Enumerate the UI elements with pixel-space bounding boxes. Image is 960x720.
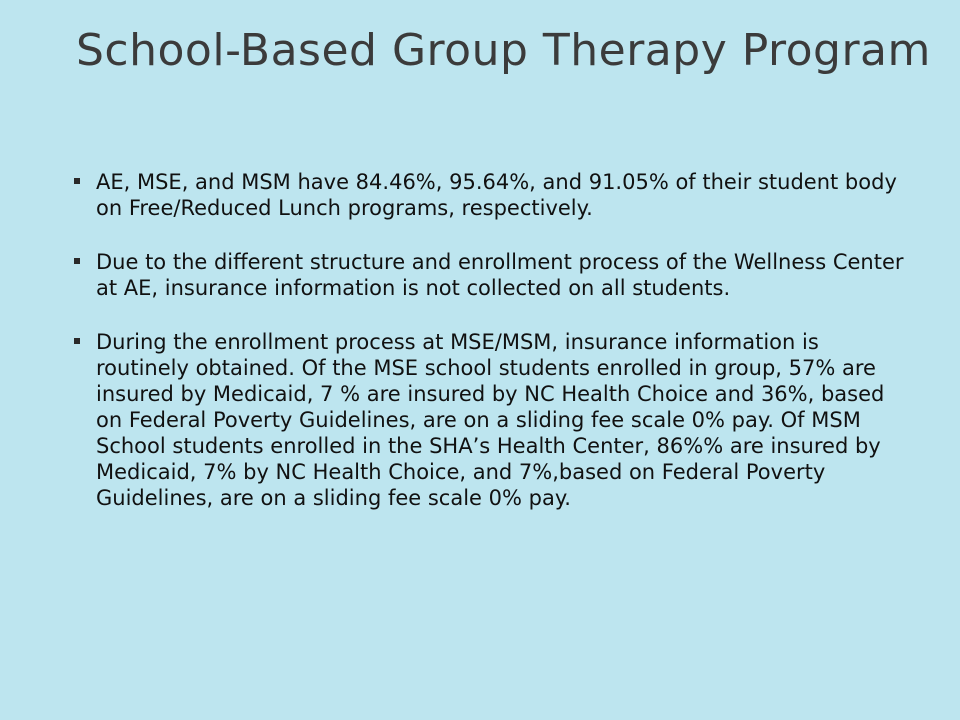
bullet-list (74, 169, 914, 511)
square-bullet-icon (74, 178, 80, 184)
bullet-text: During the enrollment process at MSE/MSM, insurance information is routinely obtained. Of the MSE school students enrolled in group, 57% are insured by Medicaid, 7 % are insured by NC Health Choice and 36%, based on Federal Poverty Guidelines, are on a sliding fee scale 0% pay. Of MSM School students enrolled in the SHA’s Health Center, 86%% are insured by Medicaid, 7% by NC Health Choice, and 7%,based on Federal Poverty Guidelines, are on a sliding fee scale 0% pay. (96, 330, 885, 510)
bullet-item (74, 169, 914, 221)
bullet-item (74, 249, 914, 301)
square-bullet-icon (74, 338, 80, 344)
bullet-item (74, 329, 914, 511)
slide-title: School-Based Group Therapy Program (76, 25, 931, 76)
bullet-text: Due to the different structure and enrollment process of the Wellness Center at AE, insurance information is not collected on all students. (96, 250, 904, 300)
square-bullet-icon (74, 258, 80, 264)
bullet-text: AE, MSE, and MSM have 84.46%, 95.64%, and 91.05% of their student body on Free/Reduced Lunch programs, respectively. (96, 170, 897, 220)
